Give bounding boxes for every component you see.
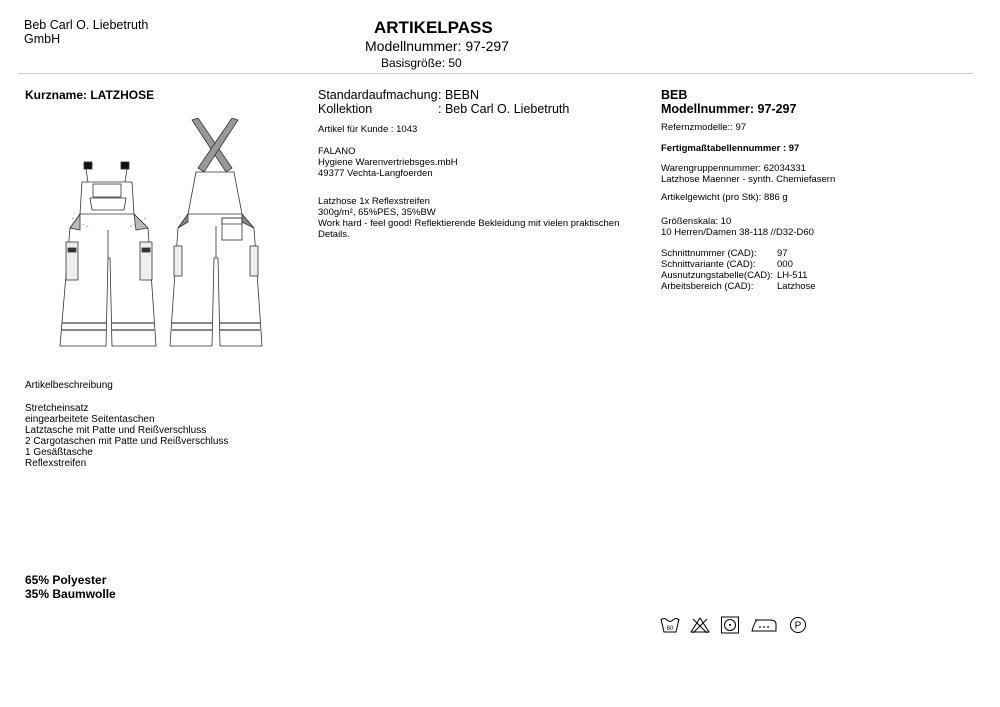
size-scale-desc: 10 Herren/Damen 38-118 //D32-D60 — [661, 227, 814, 238]
size-scale — [661, 216, 814, 238]
supplier-line-1: FALANO — [318, 146, 356, 157]
group-number: Warengruppennummer: 62034331 — [661, 163, 806, 174]
svg-text:P: P — [794, 620, 802, 632]
header-base-size: Basisgröße: 50 — [381, 56, 462, 70]
product-group — [661, 163, 835, 185]
wash-temp-label: 60 — [666, 626, 674, 632]
cad-value: Latzhose — [777, 281, 816, 292]
description-item: 1 Gesäßtasche — [25, 447, 93, 458]
standard-info — [318, 88, 569, 116]
standard-key: Standardaufmachung — [318, 88, 438, 102]
cad-key: Schnittnummer (CAD): — [661, 248, 757, 259]
standard-row — [318, 88, 569, 102]
supplier-line-2: Hygiene Warenvertriebsges.mbH — [318, 157, 458, 168]
document-title: ARTIKELPASS — [374, 18, 493, 37]
cad-value: 000 — [777, 259, 793, 270]
header-divider — [18, 73, 973, 74]
back-view-drawing — [170, 118, 262, 346]
cad-value: LH-511 — [777, 270, 808, 281]
cad-value: 97 — [777, 248, 788, 259]
brand-block — [661, 88, 796, 116]
tumble-dry-icon — [720, 616, 740, 639]
cad-info — [661, 248, 816, 292]
brand-model-number: Modellnummer: 97-297 — [661, 102, 797, 116]
description-heading: Artikelbeschreibung — [25, 380, 113, 391]
collection-key: Kollektion — [318, 102, 373, 116]
cad-row — [661, 281, 816, 292]
iron-icon — [750, 616, 778, 639]
size-scale-number: Größenskala: 10 — [661, 216, 732, 227]
cad-key: Arbeitsbereich (CAD): — [661, 281, 754, 292]
dry-clean-p-icon — [788, 616, 808, 639]
cad-row — [661, 248, 816, 259]
customer-article: Artikel für Kunde : 1043 — [318, 124, 418, 135]
brand-name: BEB — [661, 88, 688, 102]
cad-row — [661, 259, 816, 270]
fertig-table-number: Fertigmaßtabellennummer : 97 — [661, 143, 800, 154]
product-line-3: Work hard - feel good! Reflektierende Bekleidung mit vielen praktischen Details. — [318, 218, 620, 240]
description-item: Reflexstreifen — [25, 458, 87, 469]
company-name — [24, 18, 148, 46]
product-line-1: Latzhose 1x Reflexstreifen — [318, 196, 430, 207]
supplier-address — [318, 146, 458, 179]
group-name: Latzhose Maenner - synth. Chemiefasern — [661, 174, 836, 185]
front-view-drawing — [60, 162, 156, 346]
description-list — [25, 403, 228, 469]
article-weight: Artikelgewicht (pro Stk): 886 g — [661, 192, 788, 203]
header-model-number: Modellnummer: 97-297 — [365, 38, 509, 54]
cad-key: Schnittvariante (CAD): — [661, 259, 756, 270]
no-bleach-icon — [690, 616, 710, 639]
reference-models: Refernzmodelle:: 97 — [661, 122, 747, 133]
company-line-1: Beb Carl O. Liebetruth — [24, 18, 149, 32]
cad-row — [661, 270, 816, 281]
description-item: Latztasche mit Patte und Reißverschluss — [25, 425, 207, 436]
supplier-line-3: 49377 Vechta-Langfoerden — [318, 168, 433, 179]
material-line-2: 35% Baumwolle — [25, 587, 116, 601]
description-item: 2 Cargotaschen mit Patte und Reißverschluss — [25, 436, 229, 447]
product-line-2: 300g/m², 65%PES, 35%BW — [318, 207, 436, 218]
product-description — [318, 196, 638, 240]
collection-row — [318, 102, 569, 116]
wash-60-icon — [660, 616, 680, 639]
company-line-2: GmbH — [24, 32, 61, 46]
description-item: Stretcheinsatz — [25, 403, 89, 414]
description-item: eingearbeitete Seitentaschen — [25, 414, 155, 425]
overall-technical-drawing — [50, 118, 280, 380]
standard-value: : BEBN — [438, 88, 479, 102]
material-line-1: 65% Polyester — [25, 573, 107, 587]
material-composition — [25, 573, 116, 601]
short-name: Kurzname: LATZHOSE — [25, 88, 155, 102]
care-symbols — [660, 616, 808, 639]
collection-value: : Beb Carl O. Liebetruth — [438, 102, 570, 116]
cad-key: Ausnutzungstabelle(CAD): — [661, 270, 773, 281]
